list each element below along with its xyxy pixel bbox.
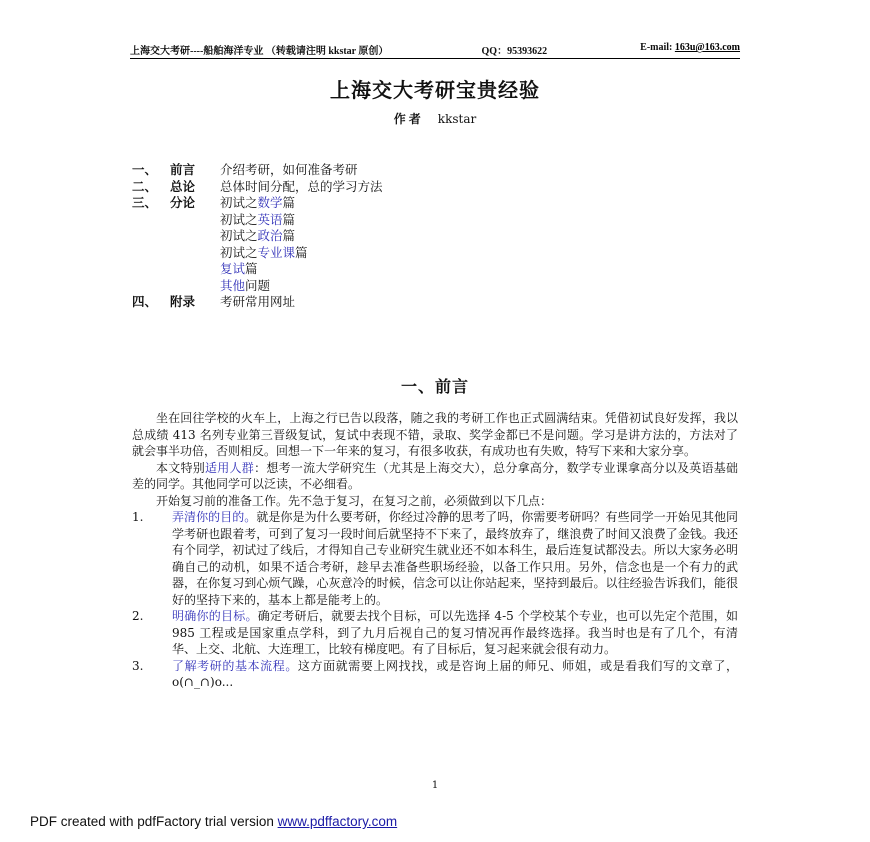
- toc-item: [132, 195, 383, 212]
- header-qq: QQ：95393622: [481, 46, 548, 57]
- header-spacer: [547, 42, 640, 58]
- toc-sub-topic: 其他: [220, 277, 246, 293]
- header-left: 上海交大考研----船舶海洋专业 （转载请注明 kkstar 原创）: [130, 46, 389, 57]
- list-item-text: 就是你是为什么要考研，你经过冷静的思考了吗，你需要考研吗？有些同学一开始见其他同学考研也跟着考，可到了复习一段时间后就坚持不下来了，最终放弃了，继浪费了时间又浪费了金钱。我还有个同学，初试过了线后，才得知自己专业研究生就业还不如本科生，最后连复试都没去。所以大家务必明确自己的动机，如果不适合考研，趁早去准备些职场经验，以备工作只用。另外，信念也是一个有力的武器，在你复习到心烦气躁，心灰意冷的时候，信念可以让你站起来，坚持到最后。以往经验告诉我们，能很好的坚持下来的，基本上都是能考上的。: [172, 510, 738, 607]
- list-marker: 3.: [132, 658, 144, 673]
- toc-number: 四、: [132, 294, 158, 309]
- toc-subitem: [132, 245, 383, 262]
- toc-subitem: [132, 228, 383, 245]
- footer-link[interactable]: www.pdffactory.com: [277, 814, 398, 829]
- toc-sub-topic: 英语: [257, 211, 283, 227]
- toc-item: [132, 162, 383, 179]
- toc-desc: 考研常用网址: [220, 294, 296, 309]
- list-item-text: 这方面就需要上网找找，或是咨询上届的师兄、师姐，或是看我们写的文章了，o(∩_∩)o...: [172, 658, 738, 689]
- paragraph-text: ：想考一流大学研究生（尤其是上海交大），总分拿高分，数学专业课拿高分以及英语基础差的同学。其他同学可以泛读，不必细看。: [132, 460, 738, 491]
- page-number: 1: [431, 780, 439, 791]
- list-item: [132, 608, 738, 658]
- pdf-footer: [30, 814, 397, 829]
- toc-sub-post: 篇: [245, 261, 258, 276]
- list-marker: 2.: [132, 609, 144, 623]
- paragraph: 坐在回往学校的火车上，上海之行已告以段落，随之我的考研工作也正式圆满结束。凭借初试良好发挥，我以总成绩 413 名列专业第三晋级复试，复试中表现不错，录取、奖学金都已不是问题。学习是讲方法的，方法对了就会事半功倍，否则相反。回想一下一年来的复习，有很多收获，有成功也有失败，特写下来和大家分享。: [132, 411, 738, 458]
- document-title: 上海交大考研宝贵经验: [330, 78, 540, 102]
- paragraph-highlight: 适用人群: [205, 460, 255, 475]
- footer-text: PDF created with pdfFactory trial version: [30, 814, 278, 829]
- list-item: [132, 658, 738, 691]
- toc-subitem: [132, 261, 383, 278]
- toc-name: 分论: [170, 195, 196, 210]
- toc-sub-pre: 初试之: [220, 211, 258, 227]
- list-marker: 1.: [132, 510, 144, 524]
- header-email-label: E-mail:: [640, 42, 673, 53]
- author-name: kkstar: [437, 112, 477, 126]
- header-email-link[interactable]: 163u@163.com: [674, 42, 741, 53]
- toc-desc: 介绍考研，如何准备考研: [220, 162, 358, 177]
- toc-subitem: [132, 212, 383, 229]
- toc-desc-post: 篇: [282, 195, 296, 210]
- list-item: [132, 509, 738, 608]
- paragraph: 开始复习前的准备工作。先不急于复习，在复习之前，必须做到以下几点：: [156, 493, 553, 508]
- toc-number: 一、: [132, 162, 158, 177]
- toc-sub-post: 问题: [245, 277, 271, 293]
- list-item-heading: 了解考研的基本流程。: [172, 658, 298, 673]
- toc-desc-topic: 数学: [257, 195, 283, 210]
- toc-sub-pre: 初试之: [220, 228, 258, 243]
- list-item-text: 确定考研后，就要去找个目标，可以先选择 4-5 个学校某个专业，也可以先定个范围，如 985 工程或是国家重点学科，到了九月后视自己的复习情况再作最终选择。我当时也是有了几个，有清华、上交、北航、大连理工，比较有梯度吧。有了目标后，复习起来就会很有动力。: [172, 609, 738, 656]
- body-text: [132, 410, 738, 691]
- table-of-contents: [132, 162, 383, 311]
- toc-name: 总论: [170, 178, 196, 194]
- toc-sub-topic: 政治: [257, 228, 283, 243]
- author-line: [0, 110, 870, 127]
- list-item-heading: 弄清你的目的。: [172, 510, 257, 524]
- toc-sub-topic: 复试: [220, 261, 246, 276]
- toc-name: 附录: [170, 294, 196, 309]
- toc-desc: 总体时间分配，总的学习方法: [220, 178, 383, 194]
- author-label: 作者: [393, 112, 424, 126]
- toc-sub-topic: 专业课: [257, 244, 296, 260]
- section-heading: 一、前言: [400, 377, 469, 396]
- toc-name: 前言: [170, 162, 196, 177]
- toc-item: [132, 294, 383, 311]
- running-header: [130, 42, 740, 59]
- toc-sub-pre: 初试之: [220, 244, 258, 260]
- toc-sub-post: 篇: [282, 211, 296, 227]
- paragraph: [132, 460, 738, 493]
- toc-desc-pre: 初试之: [220, 195, 258, 210]
- toc-number: 三、: [132, 195, 158, 210]
- header-spacer: [388, 42, 481, 58]
- toc-subitem: [132, 278, 383, 295]
- toc-sub-post: 篇: [295, 244, 308, 260]
- paragraph-text: 本文特别: [156, 460, 206, 475]
- toc-sub-post: 篇: [282, 228, 296, 243]
- toc-item: [132, 179, 383, 196]
- toc-desc: [220, 195, 295, 212]
- toc-number: 二、: [132, 178, 158, 194]
- list-item-heading: 明确你的目标。: [172, 609, 258, 623]
